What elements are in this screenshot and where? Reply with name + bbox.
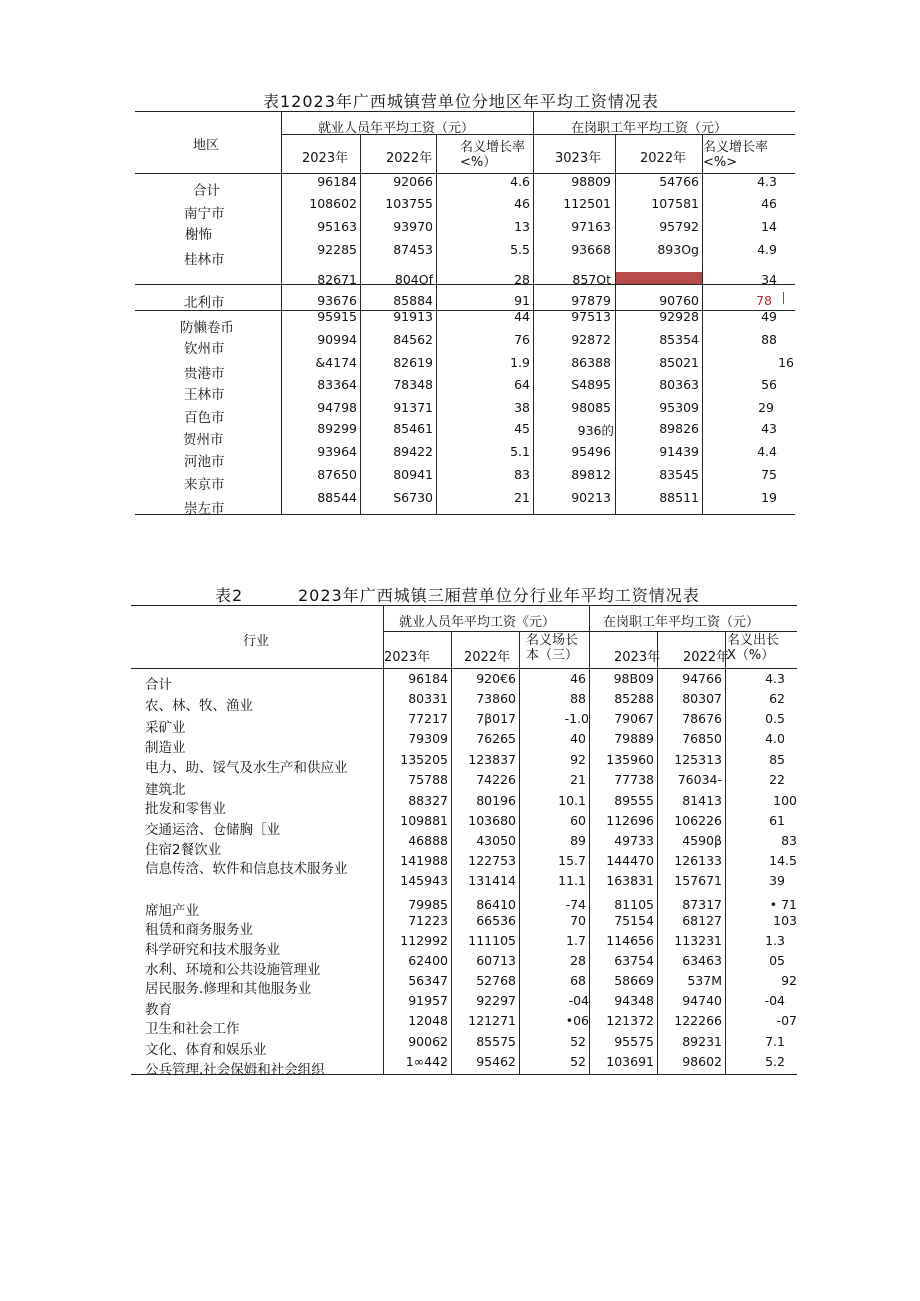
row-value: 66536: [476, 913, 516, 928]
row-value: 85288: [614, 691, 654, 706]
row-value: 73860: [476, 691, 516, 706]
row-value: -04: [568, 993, 589, 1008]
row-value: 89: [570, 833, 586, 848]
row-value: 74226: [476, 772, 516, 787]
row-value: 21: [514, 490, 530, 505]
row-value: 88: [570, 691, 586, 706]
row-value: 95462: [476, 1054, 516, 1069]
row-value: 4.0: [765, 731, 785, 746]
row-value: 83545: [659, 467, 699, 482]
row-name: 来京市: [184, 477, 225, 493]
row-value: 81105: [614, 897, 654, 912]
row-value: 46: [761, 196, 777, 211]
row-name: 制造业: [145, 740, 186, 756]
row-value: 38: [514, 400, 530, 415]
row-value: 80941: [393, 467, 433, 482]
row-value: 58669: [614, 973, 654, 988]
row-value: 89231: [682, 1034, 722, 1049]
row-value: 89555: [614, 793, 654, 808]
row-value: 4.9: [757, 242, 777, 257]
row-value: 144470: [606, 853, 654, 868]
row-value: 93676: [317, 293, 357, 308]
row-value: 83: [781, 833, 797, 848]
row-value: 145943: [400, 873, 448, 888]
row-value: 1.7: [566, 933, 586, 948]
row-value: 103755: [385, 196, 433, 211]
row-value: 21: [570, 772, 586, 787]
row-value: 111105: [468, 933, 516, 948]
row-value: 78: [756, 293, 772, 308]
row-value: 29: [758, 400, 774, 415]
row-value: 7β017: [476, 711, 516, 726]
row-value: 4.3: [765, 671, 785, 686]
row-name: 水利、环境和公共设施管理业: [145, 962, 321, 978]
row-name: 租赁和商务服务业: [145, 922, 253, 938]
row-value: 43050: [476, 833, 516, 848]
row-name: 公兵管理.社会保姆和社会组织: [145, 1062, 325, 1078]
row-value: 92872: [571, 332, 611, 347]
row-value: 91957: [408, 993, 448, 1008]
row-value: 85354: [659, 332, 699, 347]
row-value: 97163: [571, 219, 611, 234]
row-value: -74: [565, 897, 586, 912]
row-value: 13: [514, 219, 530, 234]
row-value: 88327: [408, 793, 448, 808]
row-name: 榭怖: [185, 227, 212, 243]
row-value: 121372: [606, 1013, 654, 1028]
row-value: 80363: [659, 377, 699, 392]
row-value: 96184: [408, 671, 448, 686]
row-value: 46: [570, 671, 586, 686]
row-value: 97513: [571, 309, 611, 324]
row-value: 87650: [317, 467, 357, 482]
row-value: 95792: [659, 219, 699, 234]
row-name: 科学研究和技术服务业: [145, 942, 280, 958]
row-value: 920€6: [476, 671, 516, 686]
row-value: 79067: [614, 711, 654, 726]
table2-group-onpost: 在岗职工年平均工资（元）: [603, 615, 760, 630]
row-name: 住宿2餐饮业: [145, 842, 222, 858]
row-value: 122753: [468, 853, 516, 868]
row-value: 4.4: [757, 444, 777, 459]
row-value: 5.5: [510, 242, 530, 257]
row-value: 0.5: [765, 711, 785, 726]
row-value: 75154: [614, 913, 654, 928]
row-value: 46888: [408, 833, 448, 848]
row-value: 76: [514, 332, 530, 347]
row-value: 537M: [687, 973, 722, 988]
row-value: 49733: [614, 833, 654, 848]
row-value: 92: [570, 752, 586, 767]
row-value: 1∞442: [405, 1054, 448, 1069]
row-value: 90213: [571, 490, 611, 505]
row-value: 83: [514, 467, 530, 482]
row-value: 14.5: [769, 853, 797, 868]
row-value: 97879: [571, 293, 611, 308]
row-name: 桂林市: [184, 252, 225, 268]
row-value: 63754: [614, 953, 654, 968]
row-value: -07: [776, 1013, 797, 1028]
row-value: 5.1: [510, 444, 530, 459]
row-value: 114656: [606, 933, 654, 948]
row-name: 交通运浛、仓储胸［业: [145, 822, 280, 838]
row-value: 96184: [317, 174, 357, 189]
row-value: S6730: [393, 490, 433, 505]
row-value: 122266: [674, 1013, 722, 1028]
table2-header-rule: [131, 668, 797, 669]
table1-sub-2023: 2023年: [302, 151, 349, 166]
table2-group-employed: 就业人员年平均工资《元）: [399, 615, 556, 630]
table2-group-rule: [383, 631, 797, 632]
row-value: 15.7: [558, 853, 586, 868]
row-value: 113231: [674, 933, 722, 948]
row-value: 89812: [571, 467, 611, 482]
row-name: 居民服务.修理和其他服务业: [145, 981, 312, 997]
row-value: 52768: [476, 973, 516, 988]
row-name: 北利市: [184, 295, 225, 311]
row-value: 94798: [317, 400, 357, 415]
row-value: 78348: [393, 377, 433, 392]
row-value: 54766: [659, 174, 699, 189]
row-value: 79889: [614, 731, 654, 746]
table2-sub-rate-b: 名义出长 X（%）: [727, 633, 780, 663]
row-value: &4174: [315, 355, 357, 370]
table2-sub-2022: 2022年: [464, 650, 511, 665]
table1-sub-2022b: 2022年: [640, 151, 687, 166]
row-value: 46: [514, 196, 530, 211]
row-value: 16: [778, 355, 794, 370]
row-value: 82671: [317, 272, 357, 287]
row-name: 崇左市: [184, 501, 225, 517]
row-value: 93970: [393, 219, 433, 234]
row-value: 5.2: [765, 1054, 785, 1069]
table1-top-rule: [135, 111, 795, 112]
row-value: 87453: [393, 242, 433, 257]
row-value: 10.1: [558, 793, 586, 808]
row-value: 28: [514, 272, 530, 287]
row-value: 88544: [317, 490, 357, 505]
table2-title: 2023年广西城镇三厢营单位分行业年平均工资情况表: [298, 586, 700, 605]
row-value: 94766: [682, 671, 722, 686]
row-value: 93668: [571, 242, 611, 257]
row-value: 68127: [682, 913, 722, 928]
row-name: 王林市: [184, 387, 225, 403]
row-name: 百色市: [184, 410, 225, 426]
row-value: 98809: [571, 174, 611, 189]
row-value: 77217: [408, 711, 448, 726]
row-value: 1.3: [765, 933, 785, 948]
row-value: -04: [764, 993, 785, 1008]
row-value: 121271: [468, 1013, 516, 1028]
row-value: •06: [565, 1013, 589, 1028]
table1-sub-2023b: 3023年: [555, 151, 602, 166]
row-value: 39: [769, 873, 785, 888]
row-value: 56: [761, 377, 777, 392]
row-value: 86410: [476, 897, 516, 912]
row-name: 合计: [145, 677, 172, 693]
row-name: 贺州市: [183, 432, 224, 448]
table2-col-industry: 行业: [243, 634, 270, 649]
row-name: 钦州市: [184, 341, 225, 357]
row-value: 28: [570, 953, 586, 968]
row-value: 135205: [400, 752, 448, 767]
row-value: 63463: [682, 953, 722, 968]
row-value: 76850: [682, 731, 722, 746]
row-value: 93964: [317, 444, 357, 459]
row-value: 92297: [476, 993, 516, 1008]
row-value: 94348: [614, 993, 654, 1008]
row-value: 19: [761, 490, 777, 505]
row-value: 40: [570, 731, 586, 746]
row-value: 88: [761, 332, 777, 347]
row-value: 85575: [476, 1034, 516, 1049]
row-value: 107581: [651, 196, 699, 211]
table2-sub-2023b: 2023年: [614, 650, 661, 665]
row-value: 85461: [393, 421, 433, 436]
row-value: 92: [781, 973, 797, 988]
row-value: 89826: [659, 421, 699, 436]
row-value: 123837: [468, 752, 516, 767]
row-value: 90062: [408, 1034, 448, 1049]
row-value: 91: [514, 293, 530, 308]
table1-bottom-rule: [135, 514, 795, 515]
row-value: 05: [769, 953, 785, 968]
table1-title: 表12023年广西城镇营单位分地区年平均工资情况表: [263, 92, 659, 111]
row-value: 92066: [393, 174, 433, 189]
row-value: 71223: [408, 913, 448, 928]
row-name: 农、林、牧、渔业: [145, 698, 253, 714]
row-value: 80331: [408, 691, 448, 706]
row-value: 112501: [563, 196, 611, 211]
row-value: 804Of: [394, 272, 433, 287]
row-value: 22: [769, 772, 785, 787]
row-value: 112696: [606, 813, 654, 828]
row-value: 103: [773, 913, 797, 928]
row-value: 91371: [393, 400, 433, 415]
table1-col-region: 地区: [193, 138, 220, 153]
row-value: -1.0: [564, 711, 589, 726]
row-value: 92928: [659, 309, 699, 324]
row-value: 106226: [674, 813, 722, 828]
row-name: 防懒卷币: [180, 320, 234, 336]
row-value: 76034-: [677, 772, 722, 787]
row-value: 44: [514, 309, 530, 324]
row-value: 14: [761, 219, 777, 234]
row-name: 建筑北: [145, 782, 186, 798]
row-value: 79309: [408, 731, 448, 746]
row-value: 68: [570, 973, 586, 988]
row-value: 61: [769, 813, 785, 828]
row-name: 电力、助、馁气及水生产和供应业: [145, 760, 348, 776]
row-value: 43: [761, 421, 777, 436]
row-value: 78676: [682, 711, 722, 726]
row-value: 4590β: [682, 833, 722, 848]
row-value: 91913: [393, 309, 433, 324]
row-value: 89422: [393, 444, 433, 459]
row-value: 1.9: [510, 355, 530, 370]
row-value: 70: [570, 913, 586, 928]
row-name: 合计: [193, 183, 220, 199]
row-value: 163831: [606, 873, 654, 888]
row-value: 95575: [614, 1034, 654, 1049]
row-value: 131414: [468, 873, 516, 888]
row-value: 893Og: [657, 242, 699, 257]
row-value: 52: [570, 1054, 586, 1069]
table2-sub-2022b: 2022年: [683, 650, 730, 665]
row-value: 4.6: [510, 174, 530, 189]
table1-group-employed: 就业人员年平均工资（元）: [318, 121, 475, 136]
row-value: 95309: [659, 400, 699, 415]
row-value: 95496: [571, 444, 611, 459]
row-value: 84562: [393, 332, 433, 347]
row-value: 81413: [682, 793, 722, 808]
row-value: 90994: [317, 332, 357, 347]
row-value: 60713: [476, 953, 516, 968]
row-value: • 71: [769, 897, 797, 912]
row-value: 56347: [408, 973, 448, 988]
row-value: 85021: [659, 355, 699, 370]
row-value: 7.1: [765, 1034, 785, 1049]
table1-sub-2022: 2022年: [386, 151, 433, 166]
row-value: 94740: [682, 993, 722, 1008]
row-value: 98B09: [613, 671, 654, 686]
row-value: 857Ot: [572, 272, 611, 287]
table1-highlight-mark: [783, 292, 784, 304]
row-value: 87317: [682, 897, 722, 912]
row-value: 100: [773, 793, 797, 808]
row-name: 河池市: [184, 454, 225, 470]
row-value: 98602: [682, 1054, 722, 1069]
table1-sub-rate: 名义增长率 <%）: [460, 140, 526, 170]
row-value: 64: [514, 377, 530, 392]
table2-top-rule: [131, 605, 797, 606]
row-value: 90760: [659, 293, 699, 308]
row-name: 教育: [145, 1002, 172, 1018]
row-name: 席旭产业: [145, 903, 199, 919]
row-value: 89299: [317, 421, 357, 436]
table1-group-onpost: 在岗职工年平均工资（元）: [571, 121, 728, 136]
row-value: 109881: [400, 813, 448, 828]
row-value: 75788: [408, 772, 448, 787]
row-value: 12048: [408, 1013, 448, 1028]
table2-sub-rate: 名义场长 本（三）: [526, 633, 579, 663]
row-value: 95915: [317, 309, 357, 324]
row-value: 141988: [400, 853, 448, 868]
row-value: 60: [570, 813, 586, 828]
row-value: 75: [761, 467, 777, 482]
row-value: 125313: [674, 752, 722, 767]
row-value: 34: [761, 272, 777, 287]
row-name: 贵港市: [184, 366, 225, 382]
row-value: 52: [570, 1034, 586, 1049]
row-value: 95163: [317, 219, 357, 234]
row-value: 11.1: [558, 873, 586, 888]
row-value: 80307: [682, 691, 722, 706]
row-value: 108602: [309, 196, 357, 211]
table2-title-prefix: 表2: [215, 586, 244, 605]
row-value: 85884: [393, 293, 433, 308]
row-value: S4895: [571, 377, 611, 392]
row-value: 86388: [571, 355, 611, 370]
row-value: 83364: [317, 377, 357, 392]
row-value: 79985: [408, 897, 448, 912]
row-value: 45: [514, 421, 530, 436]
table2-sub-2023: 2023年: [384, 650, 431, 665]
row-value: 80196: [476, 793, 516, 808]
row-name: 文化、体育和娱乐业: [145, 1042, 267, 1058]
row-value: 135960: [606, 752, 654, 767]
row-value: 91439: [659, 444, 699, 459]
row-value: 4.3: [757, 174, 777, 189]
row-value: 76265: [476, 731, 516, 746]
row-value: 88511: [659, 490, 699, 505]
row-name: 信息传浛、软件和信息技术服务业: [145, 861, 348, 877]
row-value: 126133: [674, 853, 722, 868]
row-value: 82619: [393, 355, 433, 370]
row-value: 85: [769, 752, 785, 767]
row-value: 77738: [614, 772, 654, 787]
row-name: 卫生和社会工作: [145, 1021, 240, 1037]
row-value: 157671: [674, 873, 722, 888]
row-name: 南宁市: [184, 206, 225, 222]
row-name: 批发和零售业: [145, 801, 226, 817]
row-value: 103680: [468, 813, 516, 828]
row-value: 49: [761, 309, 777, 324]
table1-sub-rate-b: 名义增长率 <%>: [703, 140, 769, 170]
row-name: 采矿业: [145, 720, 186, 736]
row-value: 112992: [400, 933, 448, 948]
row-value: 98085: [571, 400, 611, 415]
row-value: 92285: [317, 242, 357, 257]
row-value: 62400: [408, 953, 448, 968]
row-value: 103691: [606, 1054, 654, 1069]
row-value: 936的: [577, 423, 614, 438]
row-value: 62: [769, 691, 785, 706]
